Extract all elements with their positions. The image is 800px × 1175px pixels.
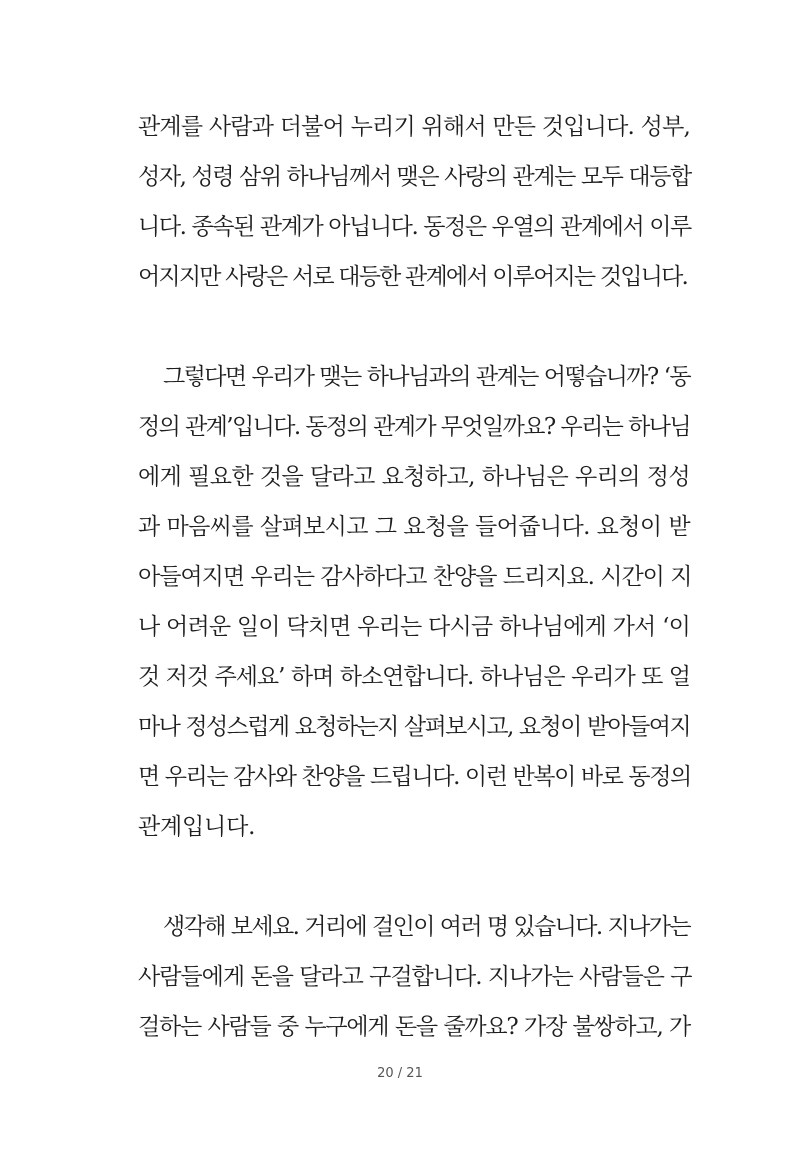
paragraph-3 <box>138 902 690 1052</box>
text-line: 면 우리는 감사와 찬양을 드립니다. 이런 반복이 바로 동정의 <box>138 764 691 790</box>
paragraph-gap <box>138 302 690 352</box>
text-line: 니다. 종속된 관계가 아닙니다. 동정은 우열의 관계에서 이루 <box>138 214 691 240</box>
text-line: 성자, 성령 삼위 하나님께서 맺은 사랑의 관계는 모두 대등합 <box>138 164 691 190</box>
paragraph-1 <box>138 102 690 302</box>
page-body <box>138 102 690 1052</box>
text-line: 아들여지면 우리는 감사하다고 찬양을 드리지요. 시간이 지 <box>138 564 692 590</box>
text-line: 생각해 보세요. 거리에 걸인이 여러 명 있습니다. 지나가는 <box>163 914 690 940</box>
text-line: 것 저것 주세요’ 하며 하소연합니다. 하나님은 우리가 또 얼 <box>138 664 690 690</box>
text-line: 관계입니다. <box>138 814 256 840</box>
text-line: 사람들에게 돈을 달라고 구걸합니다. 지나가는 사람들은 구 <box>138 964 692 990</box>
text-line: 나 어려운 일이 닥치면 우리는 다시금 하나님에게 가서 ‘이 <box>138 614 690 640</box>
text-line: 어지지만 사랑은 서로 대등한 관계에서 이루어지는 것입니다. <box>138 264 688 290</box>
text-line: 그렇다면 우리가 맺는 하나님과의 관계는 어떻습니까? ‘동 <box>163 364 690 390</box>
paragraph-2 <box>138 352 690 852</box>
text-line: 정의 관계’입니다. 동정의 관계가 무엇일까요? 우리는 하나님 <box>138 414 690 440</box>
text-line: 마나 정성스럽게 요청하는지 살펴보시고, 요청이 받아들여지 <box>138 714 690 740</box>
text-line: 걸하는 사람들 중 누구에게 돈을 줄까요? 가장 불쌍하고, 가 <box>138 1014 690 1040</box>
text-line: 관계를 사람과 더불어 누리기 위해서 만든 것입니다. 성부, <box>138 114 690 140</box>
text-line: 과 마음씨를 살펴보시고 그 요청을 들어줍니다. 요청이 받 <box>138 514 690 540</box>
text-line: 에게 필요한 것을 달라고 요청하고, 하나님은 우리의 정성 <box>138 464 690 490</box>
page-number: 20 / 21 <box>377 1066 423 1081</box>
paragraph-gap <box>138 852 690 902</box>
